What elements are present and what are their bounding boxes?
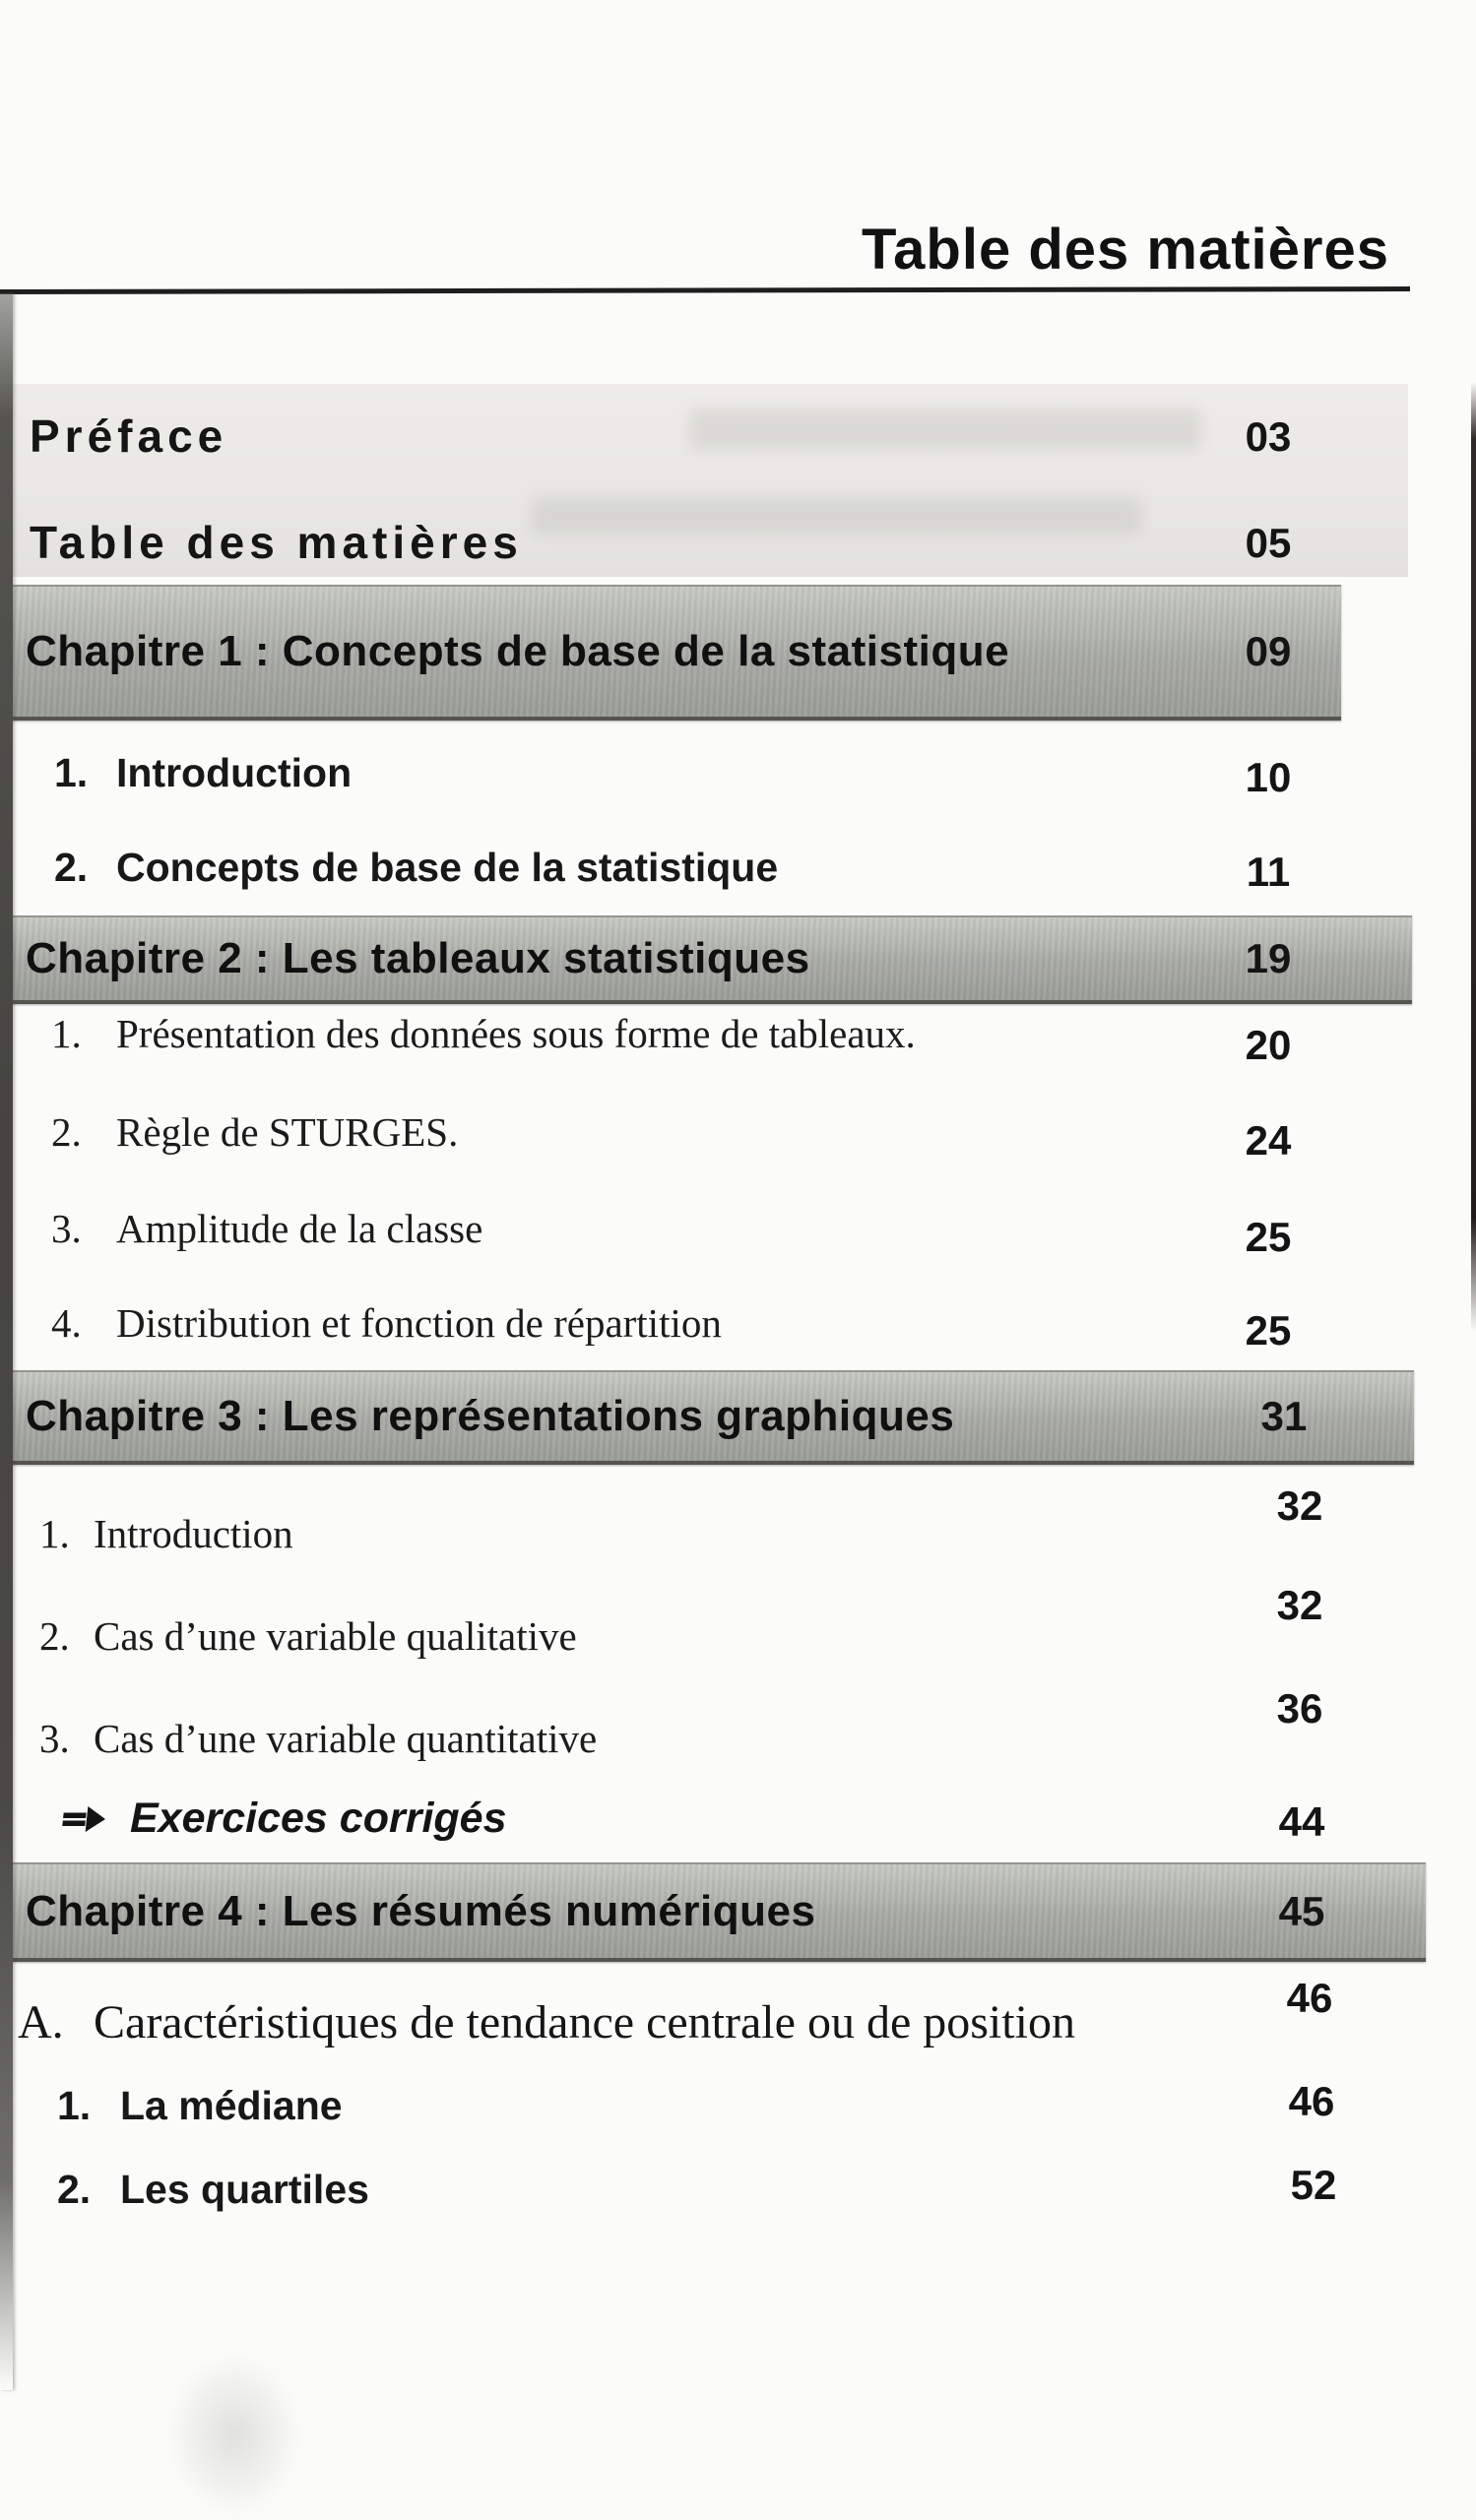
entry-index: 3. [51, 1206, 82, 1251]
entry-page-number: 11 [1246, 849, 1291, 895]
toc-entry-row [0, 1008, 1476, 1068]
entry-index: 1. [57, 2083, 92, 2128]
entry-index: 1. [54, 750, 89, 795]
entry-label: Distribution et fonction de répartition [116, 1300, 722, 1346]
entry-index: 2. [57, 2167, 92, 2212]
entry-label: La médiane [120, 2083, 343, 2128]
entry-label: Présentation des données sous forme de tableaux. [116, 1011, 916, 1056]
entry-page-number: 20 [1245, 1022, 1292, 1068]
entry-index: 2. [51, 1109, 82, 1155]
toc-entry-row [0, 1297, 1476, 1354]
entry-label: Caractéristiques de tendance centrale ou de position [94, 1996, 1075, 2048]
entry-label: Préface [30, 410, 228, 462]
entry-page-number: 03 [1245, 413, 1292, 460]
entry-label: Cas d’une variable qualitative [94, 1613, 577, 1659]
entry-label: Introduction [116, 750, 353, 795]
entry-label: Chapitre 2 : Les tableaux statistiques [26, 934, 810, 982]
entry-label: Amplitude de la classe [116, 1206, 483, 1251]
toc-entry-row [0, 2162, 1476, 2214]
page-scan-right-edge [1471, 382, 1476, 1332]
toc-entry-row [0, 2078, 1476, 2130]
toc-entry-row [0, 1203, 1476, 1260]
entry-label: Les quartiles [120, 2167, 369, 2212]
entry-index: 1. [39, 1511, 70, 1556]
toc-entry-row [0, 1975, 1476, 2051]
entry-page-number: 24 [1245, 1117, 1292, 1164]
toc-entry-row [0, 843, 1476, 895]
entry-index: 2. [54, 845, 89, 890]
entry-index: 2. [39, 1613, 70, 1659]
entry-page-number: 46 [1288, 2078, 1335, 2124]
entry-page-number: 05 [1245, 520, 1292, 566]
page-title: Table des matières [862, 218, 1389, 282]
scan-smudge-artifact [165, 2351, 303, 2518]
toc-entry-row [0, 1685, 1476, 1762]
entry-page-number: 44 [1278, 1798, 1325, 1845]
title-underline [0, 286, 1410, 294]
right-arrow-icon [61, 1804, 106, 1839]
entry-page-number: 32 [1276, 1582, 1323, 1628]
toc-entry-row [0, 748, 1476, 800]
toc-entry-row [0, 1582, 1476, 1660]
entry-label: Exercices corrigés [130, 1795, 507, 1842]
entry-label: Table des matières [30, 517, 523, 568]
entry-page-number: 52 [1290, 2162, 1337, 2208]
entry-page-number: 25 [1245, 1214, 1292, 1260]
entry-label: Introduction [94, 1511, 293, 1556]
entry-page-number: 45 [1278, 1888, 1325, 1934]
toc-entry-row [0, 1482, 1476, 1557]
toc-entry-row [0, 518, 1476, 567]
toc-entry-row [0, 1794, 1476, 1843]
toc-chapter-row [0, 915, 1412, 1004]
page-scan-left-edge [0, 293, 13, 2390]
entry-label: Concepts de base de la statistique [116, 845, 779, 890]
toc-chapter-row [0, 1370, 1414, 1465]
toc-chapter-row [0, 1862, 1426, 1962]
entry-page-number: 36 [1276, 1685, 1323, 1732]
entry-page-number: 31 [1260, 1393, 1308, 1439]
entry-label: Chapitre 3 : Les représentations graphiques [26, 1392, 955, 1440]
entry-index: A. [18, 1996, 64, 2048]
toc-entry-row [0, 1106, 1476, 1164]
entry-index: 4. [51, 1300, 82, 1346]
entry-page-number: 32 [1276, 1482, 1323, 1529]
entry-page-number: 25 [1245, 1307, 1292, 1354]
toc-chapter-row [0, 585, 1341, 721]
entry-index: 3. [39, 1716, 70, 1761]
entry-page-number: 46 [1286, 1975, 1333, 2021]
entry-label: Règle de STURGES. [116, 1109, 459, 1155]
entry-label: Cas d’une variable quantitative [94, 1716, 598, 1761]
entry-label: Chapitre 1 : Concepts de base de la statistique [26, 627, 1010, 675]
entry-page-number: 09 [1245, 628, 1292, 674]
toc-entry-row [0, 411, 1476, 461]
entry-label: Chapitre 4 : Les résumés numériques [26, 1887, 816, 1935]
entry-page-number: 10 [1245, 754, 1292, 800]
entry-index: 1. [51, 1011, 82, 1056]
entry-page-number: 19 [1245, 935, 1292, 981]
